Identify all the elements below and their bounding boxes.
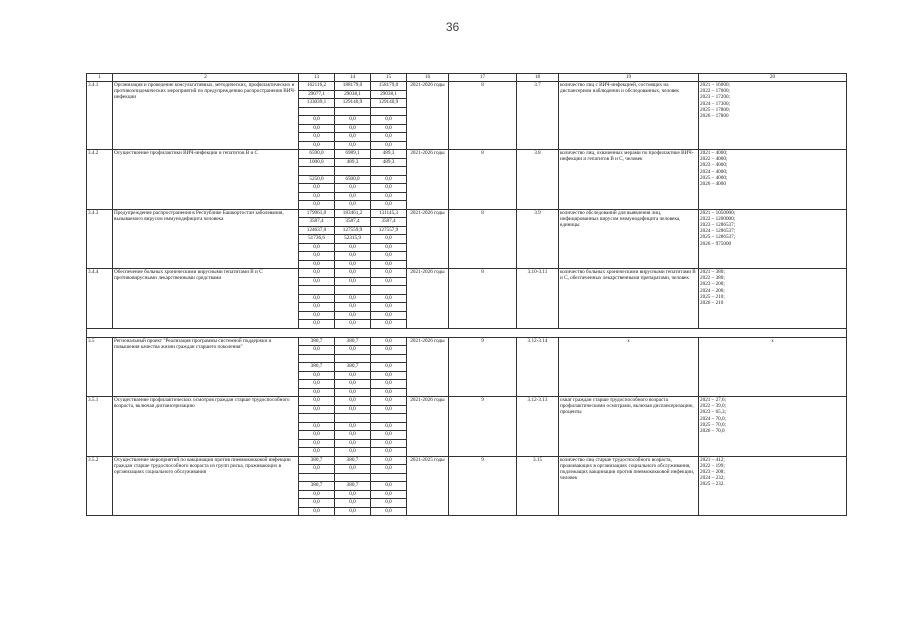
- funding-cell: 0,0: [299, 124, 335, 133]
- funding-cell: 0,0: [335, 499, 371, 508]
- funding-cell: 0,0: [335, 439, 371, 448]
- funding-cell: 0,0: [371, 346, 407, 355]
- funding-cell: 380,7: [299, 456, 335, 465]
- funding-cell: 0,0: [299, 439, 335, 448]
- row-targets: [699, 456, 847, 516]
- funding-cell: 489,3: [371, 158, 407, 167]
- row-id: 3.5.2: [87, 456, 113, 516]
- funding-cell: 0,0: [335, 422, 371, 431]
- row-years: 2021-2026 годы: [407, 337, 449, 397]
- document-table-wrapper: [86, 73, 846, 516]
- funding-cell: 0,0: [335, 507, 371, 516]
- table-row: [87, 209, 847, 218]
- target-line: 2024 – 4000;: [700, 168, 728, 175]
- funding-cell: 0,0: [371, 499, 407, 508]
- row-indicator: количество лиц, охваченных мерами по профилактике ВИЧ-инфекции и гепатитов В и С, человек: [559, 150, 699, 210]
- target-line: 2025 – 210;: [700, 293, 725, 300]
- funding-cell: 0,0: [335, 397, 371, 406]
- funding-cell: 0,0: [299, 397, 335, 406]
- table-row: [87, 269, 847, 278]
- target-line: 2026 – 4000: [700, 181, 726, 188]
- funding-cell: 0,0: [335, 243, 371, 252]
- row-col18: 3.12-3.14: [517, 337, 559, 397]
- table-body: [87, 74, 847, 516]
- funding-cell: 29077,1: [299, 90, 335, 99]
- funding-cell: 0,0: [371, 243, 407, 252]
- row-indicator: количество больных хроническими вирусными гепатитами В и С, обеспеченных лекарственными препаратами, человек: [559, 269, 699, 329]
- row-indicator: количество лиц старше трудоспособного возраста, проживающих в организациях социального обслуживания, подлежащих вакцинации против пневмококковой инфекции, человек: [559, 456, 699, 516]
- target-line: 2022 – 380;: [700, 275, 725, 282]
- header-cell: 18: [517, 74, 559, 82]
- target-line: 2026 – 70,0: [700, 428, 725, 435]
- row-col18: 3.7: [517, 82, 559, 150]
- funding-cell: 162116,2: [299, 82, 335, 91]
- funding-cell: 0,0: [299, 448, 335, 457]
- funding-cell: 380,7: [335, 363, 371, 372]
- row-measure-name: Осуществление профилактических осмотров граждан старше трудоспособного возраста, включая диспансеризацию: [113, 397, 299, 457]
- funding-cell: 0,0: [335, 320, 371, 329]
- header-cell: 16: [407, 74, 449, 82]
- funding-cell: 0,0: [371, 465, 407, 474]
- funding-cell: 188179,0: [335, 82, 371, 91]
- row-measure-name: Осуществление профилактики ВИЧ-инфекции и гепатитов В и С: [113, 150, 299, 210]
- target-line: 2023 – 4000;: [700, 162, 728, 169]
- target-line: 2024 – 1286537;: [700, 228, 736, 235]
- funding-cell: 0,0: [335, 201, 371, 210]
- funding-cell: 0,0: [335, 116, 371, 125]
- target-line: 2022 – 199;: [700, 462, 725, 469]
- funding-cell: 380,7: [299, 482, 335, 491]
- funding-cell: 380,7: [335, 482, 371, 491]
- funding-cell: 0,0: [371, 448, 407, 457]
- funding-cell: 489,3: [371, 150, 407, 159]
- funding-cell: 0,0: [335, 311, 371, 320]
- row-years: 2021-2026 годы: [407, 82, 449, 150]
- funding-cell: 0,0: [335, 252, 371, 261]
- row-col18: 3.15: [517, 456, 559, 516]
- funding-cell: [299, 354, 335, 363]
- table-row: [87, 82, 847, 91]
- row-targets: [699, 82, 847, 150]
- funding-cell: [335, 107, 371, 116]
- funding-cell: [371, 167, 407, 176]
- row-id: 3.4.4: [87, 269, 113, 329]
- row-col17: 8: [449, 269, 517, 329]
- table-row: [87, 337, 847, 346]
- funding-cell: 0,0: [371, 507, 407, 516]
- funding-cell: 124637,0: [299, 226, 335, 235]
- row-targets: [699, 209, 847, 269]
- funding-cell: 0,0: [299, 422, 335, 431]
- funding-cell: 0,0: [299, 243, 335, 252]
- funding-cell: 0,0: [335, 269, 371, 278]
- row-id: 3.5: [87, 337, 113, 397]
- target-line: 2026 – 17800: [700, 113, 729, 120]
- funding-cell: 0,0: [335, 490, 371, 499]
- funding-cell: 0,0: [371, 388, 407, 397]
- funding-cell: 0,0: [371, 184, 407, 193]
- funding-cell: 0,0: [299, 507, 335, 516]
- funding-cell: 0,0: [299, 192, 335, 201]
- header-cell: 2: [113, 74, 299, 82]
- funding-cell: 158179,0: [371, 82, 407, 91]
- row-targets: [699, 150, 847, 210]
- target-line: 2026 – 975000: [700, 240, 732, 247]
- funding-cell: 0,0: [371, 380, 407, 389]
- funding-cell: 0,0: [299, 294, 335, 303]
- funding-cell: 0,0: [371, 192, 407, 201]
- target-line: 2025 – 232.: [700, 481, 725, 488]
- funding-cell: [371, 354, 407, 363]
- target-line: 2024 – 70,0;: [700, 415, 727, 422]
- funding-cell: 6989,1: [335, 150, 371, 159]
- funding-cell: 0,0: [371, 405, 407, 414]
- row-id: 3.4.2: [87, 150, 113, 210]
- funding-cell: 0,0: [371, 482, 407, 491]
- target-line: 2025 – 4000;: [700, 174, 728, 181]
- target-line: 2022 – 4000;: [700, 156, 728, 163]
- funding-cell: 0,0: [335, 277, 371, 286]
- funding-cell: 0,0: [299, 260, 335, 269]
- row-indicator: количество лиц с ВИЧ-инфекцией, состоящих на диспансерном наблюдении и обследованных, человек: [559, 82, 699, 150]
- target-line: 2023 – 17200;: [700, 94, 730, 101]
- row-years: 2021-2026 годы: [407, 397, 449, 457]
- funding-cell: [335, 414, 371, 423]
- header-cell: 13: [299, 74, 335, 82]
- target-line: 2023 – 208;: [700, 468, 725, 475]
- funding-cell: 0,0: [335, 405, 371, 414]
- row-col18: 3.12-3.13: [517, 397, 559, 457]
- funding-cell: 0,0: [299, 490, 335, 499]
- row-measure-name: Организация и проведение консультативных, методических, профилактических и противоэпидемических мероприятий по предупреждению распространения ВИЧ-инфекции: [113, 82, 299, 150]
- funding-cell: 0,0: [299, 346, 335, 355]
- funding-cell: 1000,0: [299, 158, 335, 167]
- funding-cell: 0,0: [299, 465, 335, 474]
- funding-cell: [299, 167, 335, 176]
- row-col17: 9: [449, 456, 517, 516]
- funding-cell: 0,0: [335, 380, 371, 389]
- target-line: 2021 – 1050000;: [700, 209, 736, 216]
- funding-cell: 0,0: [335, 431, 371, 440]
- funding-cell: 0,0: [371, 422, 407, 431]
- spacer-cell: [87, 328, 847, 337]
- funding-cell: 0,0: [371, 235, 407, 244]
- funding-cell: 0,0: [371, 294, 407, 303]
- funding-cell: 0,0: [335, 260, 371, 269]
- funding-cell: 0,0: [335, 388, 371, 397]
- funding-cell: 52315,9: [335, 235, 371, 244]
- funding-cell: 129140,9: [335, 99, 371, 108]
- target-line: 2022 – 1200000;: [700, 215, 736, 222]
- funding-cell: 0,0: [335, 371, 371, 380]
- row-targets: [699, 269, 847, 329]
- funding-cell: 0,0: [299, 269, 335, 278]
- target-line: 2025 – 1286537;: [700, 234, 736, 241]
- funding-cell: 3587,4: [299, 218, 335, 227]
- row-col18: 3.9: [517, 209, 559, 269]
- row-id: 3.4.1: [87, 82, 113, 150]
- funding-cell: 29038,1: [371, 90, 407, 99]
- header-row: [87, 74, 847, 82]
- funding-cell: 0,0: [371, 371, 407, 380]
- funding-cell: 0,0: [371, 363, 407, 372]
- target-line: 2021 – 380;: [700, 269, 725, 275]
- header-cell: 19: [559, 74, 699, 82]
- funding-cell: 0,0: [299, 499, 335, 508]
- funding-cell: 179961,0: [299, 209, 335, 218]
- funding-cell: 0,0: [335, 346, 371, 355]
- funding-cell: 127559,9: [335, 226, 371, 235]
- funding-cell: 0,0: [335, 448, 371, 457]
- funding-cell: 133039,1: [299, 99, 335, 108]
- spacer-row: [87, 328, 847, 337]
- funding-cell: 0,0: [371, 311, 407, 320]
- row-col17: 9: [449, 337, 517, 397]
- funding-cell: 0,0: [371, 124, 407, 133]
- funding-cell: 0,0: [335, 124, 371, 133]
- row-id: 3.5.1: [87, 397, 113, 457]
- funding-cell: 0,0: [371, 269, 407, 278]
- row-targets: [699, 397, 847, 457]
- row-col17: 9: [449, 397, 517, 457]
- funding-cell: 0,0: [299, 371, 335, 380]
- target-line: 2021 – 27,6;: [700, 397, 727, 403]
- funding-cell: [371, 286, 407, 295]
- funding-cell: 131145,3: [371, 209, 407, 218]
- target-line: 2024 – 200;: [700, 287, 725, 294]
- funding-cell: 0,0: [371, 456, 407, 465]
- target-line: 2025 – 70,0;: [700, 421, 727, 428]
- funding-cell: 51736,6: [299, 235, 335, 244]
- row-measure-name: Региональный проект "Реализация программы системной поддержки и повышения качества жизни граждан старшего поколения": [113, 337, 299, 397]
- row-id: 3.4.3: [87, 209, 113, 269]
- header-cell: 17: [449, 74, 517, 82]
- funding-cell: 0,0: [371, 116, 407, 125]
- funding-cell: 0,0: [299, 184, 335, 193]
- funding-cell: [299, 414, 335, 423]
- funding-cell: 0,0: [299, 141, 335, 150]
- funding-cell: 0,0: [335, 184, 371, 193]
- funding-cell: 0,0: [335, 192, 371, 201]
- funding-cell: 3587,4: [371, 218, 407, 227]
- funding-cell: 129140,9: [371, 99, 407, 108]
- table-row: [87, 150, 847, 159]
- funding-cell: [335, 354, 371, 363]
- funding-cell: 0,0: [371, 133, 407, 142]
- target-line: 2023 – 200;: [700, 281, 725, 288]
- row-indicator: количество обследований для выявления лиц, инфицированных вирусом иммунодефицита человека, единицы: [559, 209, 699, 269]
- row-measure-name: Обеспечение больных хроническими вирусными гепатитами В и С противовирусными лекарственными средствами: [113, 269, 299, 329]
- funding-cell: [299, 473, 335, 482]
- target-line: 2023 – 65,3;: [700, 409, 727, 416]
- target-line: х: [771, 337, 774, 344]
- header-cell: 20: [699, 74, 847, 82]
- row-indicator: х: [559, 337, 699, 397]
- header-cell: 1: [87, 74, 113, 82]
- funding-cell: 127557,9: [371, 226, 407, 235]
- row-measure-name: Предупреждение распространения в Республике Башкортостан заболевания, вызываемого вирусом иммунодефицита человека: [113, 209, 299, 269]
- funding-cell: 0,0: [299, 311, 335, 320]
- funding-cell: 183461,2: [335, 209, 371, 218]
- funding-cell: 489,3: [335, 158, 371, 167]
- row-col17: 8: [449, 150, 517, 210]
- row-col17: 8: [449, 209, 517, 269]
- funding-cell: [335, 167, 371, 176]
- header-cell: 15: [371, 74, 407, 82]
- row-col18: 3.8: [517, 150, 559, 210]
- funding-cell: [371, 414, 407, 423]
- table-row: [87, 397, 847, 406]
- funding-cell: 5250,0: [299, 175, 335, 184]
- funding-cell: 0,0: [371, 337, 407, 346]
- funding-cell: 0,0: [371, 431, 407, 440]
- funding-cell: 0,0: [335, 465, 371, 474]
- table-row: [87, 456, 847, 465]
- funding-cell: 0,0: [335, 141, 371, 150]
- row-measure-name: Осуществление мероприятий по вакцинации против пневмококковой инфекции граждан старше трудоспособного возраста из групп риска, проживающих в организациях социального обслуживания: [113, 456, 299, 516]
- funding-cell: 0,0: [299, 133, 335, 142]
- funding-cell: 0,0: [335, 294, 371, 303]
- funding-cell: 29038,1: [335, 90, 371, 99]
- row-years: 2021-2025 годы: [407, 456, 449, 516]
- page-number: 36: [445, 20, 460, 34]
- funding-cell: 0,0: [299, 431, 335, 440]
- row-targets: [699, 337, 847, 397]
- funding-cell: [299, 286, 335, 295]
- target-line: 2021 – 16000;: [700, 82, 730, 88]
- funding-cell: 6500,0: [335, 175, 371, 184]
- funding-cell: 380,7: [335, 337, 371, 346]
- funding-cell: [371, 107, 407, 116]
- target-line: 2021 – 412;: [700, 456, 725, 463]
- funding-cell: 0,0: [371, 201, 407, 210]
- funding-cell: [299, 107, 335, 116]
- funding-cell: 0,0: [371, 320, 407, 329]
- funding-cell: 0,0: [299, 388, 335, 397]
- row-col18: 3.10-3.11: [517, 269, 559, 329]
- funding-cell: 0,0: [299, 201, 335, 210]
- funding-cell: 0,0: [371, 175, 407, 184]
- target-line: 2024 – 17300;: [700, 100, 730, 107]
- funding-cell: 0,0: [335, 303, 371, 312]
- funding-cell: [335, 286, 371, 295]
- row-years: 2021-2026 годы: [407, 269, 449, 329]
- header-cell: 14: [335, 74, 371, 82]
- row-years: 2021-2026 годы: [407, 150, 449, 210]
- funding-cell: 0,0: [371, 260, 407, 269]
- target-line: 2022 – 39,0;: [700, 403, 727, 410]
- funding-cell: 0,0: [371, 490, 407, 499]
- funding-cell: 0,0: [371, 439, 407, 448]
- target-line: 2021 – 4000;: [700, 150, 728, 156]
- target-line: 2026 – 210: [700, 300, 724, 307]
- funding-cell: 0,0: [299, 303, 335, 312]
- funding-cell: 0,0: [371, 397, 407, 406]
- row-years: 2021-2026 годы: [407, 209, 449, 269]
- funding-cell: 0,0: [335, 133, 371, 142]
- funding-cell: 0,0: [299, 405, 335, 414]
- program-measures-table: [86, 73, 847, 516]
- target-line: 2022 – 17000;: [700, 88, 730, 95]
- target-line: 2025 – 17800;: [700, 106, 730, 113]
- target-line: 2023 – 1286537;: [700, 221, 736, 228]
- funding-cell: 3587,4: [335, 218, 371, 227]
- funding-cell: 0,0: [371, 252, 407, 261]
- row-indicator: охват граждан старше трудоспособного возраста профилактическими осмотрами, включая диспансеризацию, проценты: [559, 397, 699, 457]
- funding-cell: 0,0: [299, 320, 335, 329]
- funding-cell: 0,0: [371, 303, 407, 312]
- funding-cell: [371, 473, 407, 482]
- funding-cell: 0,0: [299, 116, 335, 125]
- funding-cell: 380,7: [299, 337, 335, 346]
- funding-cell: 0,0: [371, 277, 407, 286]
- funding-cell: [335, 473, 371, 482]
- target-line: 2024 – 232;: [700, 475, 725, 482]
- funding-cell: 0,0: [299, 277, 335, 286]
- funding-cell: 0,0: [371, 141, 407, 150]
- row-col17: 8: [449, 82, 517, 150]
- funding-cell: 380,7: [335, 456, 371, 465]
- funding-cell: 380,7: [299, 363, 335, 372]
- funding-cell: 6590,0: [299, 150, 335, 159]
- funding-cell: 0,0: [299, 380, 335, 389]
- funding-cell: 0,0: [299, 252, 335, 261]
